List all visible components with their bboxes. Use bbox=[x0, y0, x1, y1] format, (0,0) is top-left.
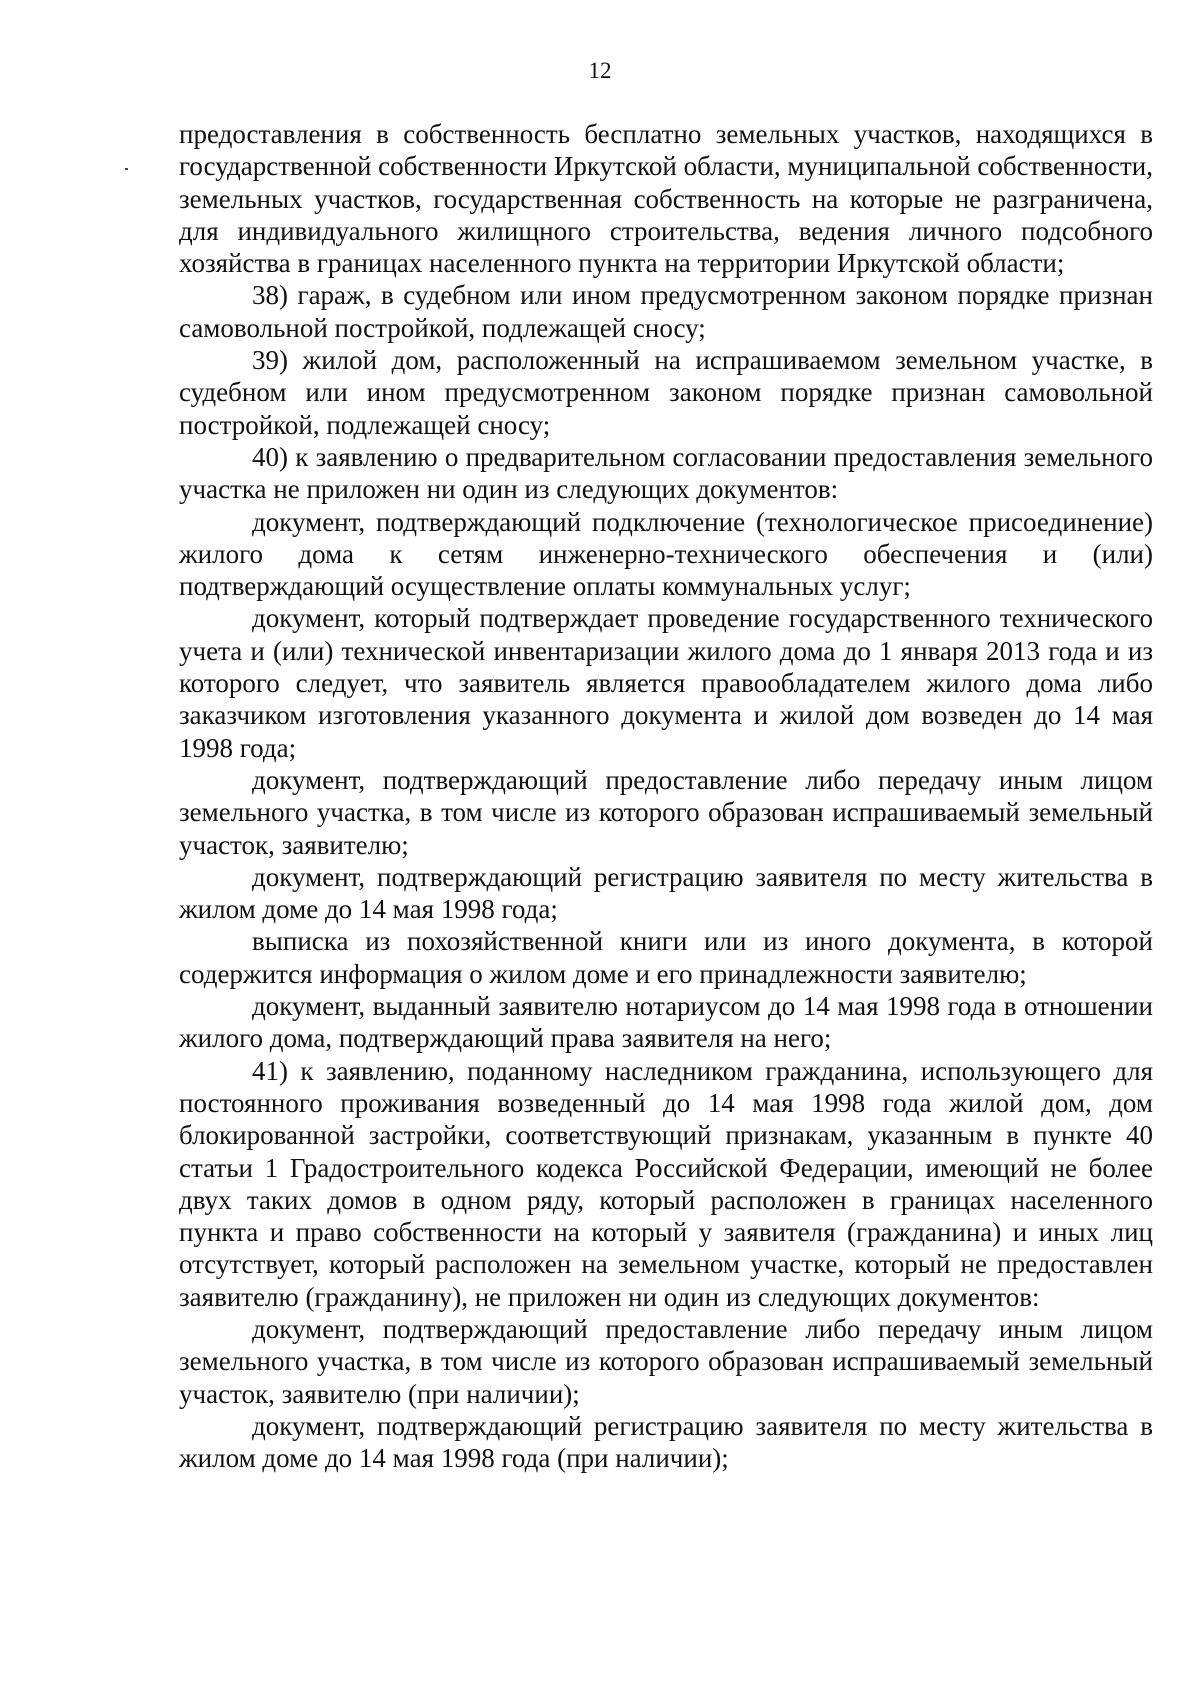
paragraph-document-6: документ, выданный заявителю нотариусом до 14 мая 1998 года в отношении жилого дома, подтверждающий права заявителя на него; bbox=[179, 991, 1153, 1054]
paragraph-document-8: документ, подтверждающий регистрацию заявителя по месту жительства в жилом доме до 14 мая 1998 года (при наличии); bbox=[179, 1410, 1153, 1474]
paragraph-item-38: 38) гараж, в судебном или ином предусмотренном законом порядке признан самовольной постройкой, подлежащей сносу; bbox=[179, 280, 1153, 343]
paragraph-document-5: выписка из похозяйственной книги или из иного документа, в которой содержится информация о жилом доме и его принадлежности заявителю; bbox=[179, 926, 1153, 989]
paragraph-item-40: 40) к заявлению о предварительном согласовании предоставления земельного участка не приложен ни один из следующих документов: bbox=[179, 441, 1153, 505]
page-number: 12 bbox=[588, 58, 612, 83]
paragraph-item-41: 41) к заявлению, поданному наследником гражданина, использующего для постоянного проживания возведенный до 14 мая 1998 года жилой дом, дом блокированной застройки, соответствующий признакам, указанным в пункте 40 статьи 1 Градостроительного кодекса Российской Федерации, имеющий не более двух таких домов в одном ряду, который расположен в границах населенного пункта и право собственности на который у заявителя (гражданина) и иных лиц отсутствует, который расположен на земельном участке, который не предоставлен заявителю (гражданину), не приложен ни один из следующих документов: bbox=[179, 1055, 1153, 1312]
paragraph-continuation: предоставления в собственность бесплатно земельных участков, находящихся в государственной собственности Иркутской области, муниципальной собственности, земельных участков, государственная собственность на которые не разграничена, для индивидуального жилищного строительства, ведения личного подсобного хозяйства в границах населенного пункта на территории Иркутской области; bbox=[179, 119, 1153, 279]
document-body bbox=[179, 118, 1153, 1474]
scan-speck bbox=[125, 168, 128, 170]
paragraph-item-39: 39) жилой дом, расположенный на испрашиваемом земельном участке, в судебном или ином предусмотренном законом порядке признан самовольной постройкой, подлежащей сносу; bbox=[179, 345, 1153, 440]
paragraph-document-7: документ, подтверждающий предоставление либо передачу иным лицом земельного участка, в том числе из которого образован испрашиваемый земельный участок, заявителю (при наличии); bbox=[179, 1313, 1153, 1409]
paragraph-document-1: документ, подтверждающий подключение (технологическое присоединение) жилого дома к сетям инженерно-технического обеспечения и (или) подтверждающий осуществление оплаты коммунальных услуг; bbox=[179, 506, 1153, 602]
paragraph-document-2: документ, который подтверждает проведение государственного технического учета и (или) технической инвентаризации жилого дома до 1 января 2013 года и из которого следует, что заявитель является правообладателем жилого дома либо заказчиком изготовления указанного документа и жилой дом возведен до 14 мая 1998 года; bbox=[179, 603, 1153, 763]
paragraph-document-3: документ, подтверждающий предоставление либо передачу иным лицом земельного участка, в том числе из которого образован испрашиваемый земельный участок, заявителю; bbox=[179, 764, 1153, 860]
paragraph-document-4: документ, подтверждающий регистрацию заявителя по месту жительства в жилом доме до 14 мая 1998 года; bbox=[179, 861, 1153, 925]
